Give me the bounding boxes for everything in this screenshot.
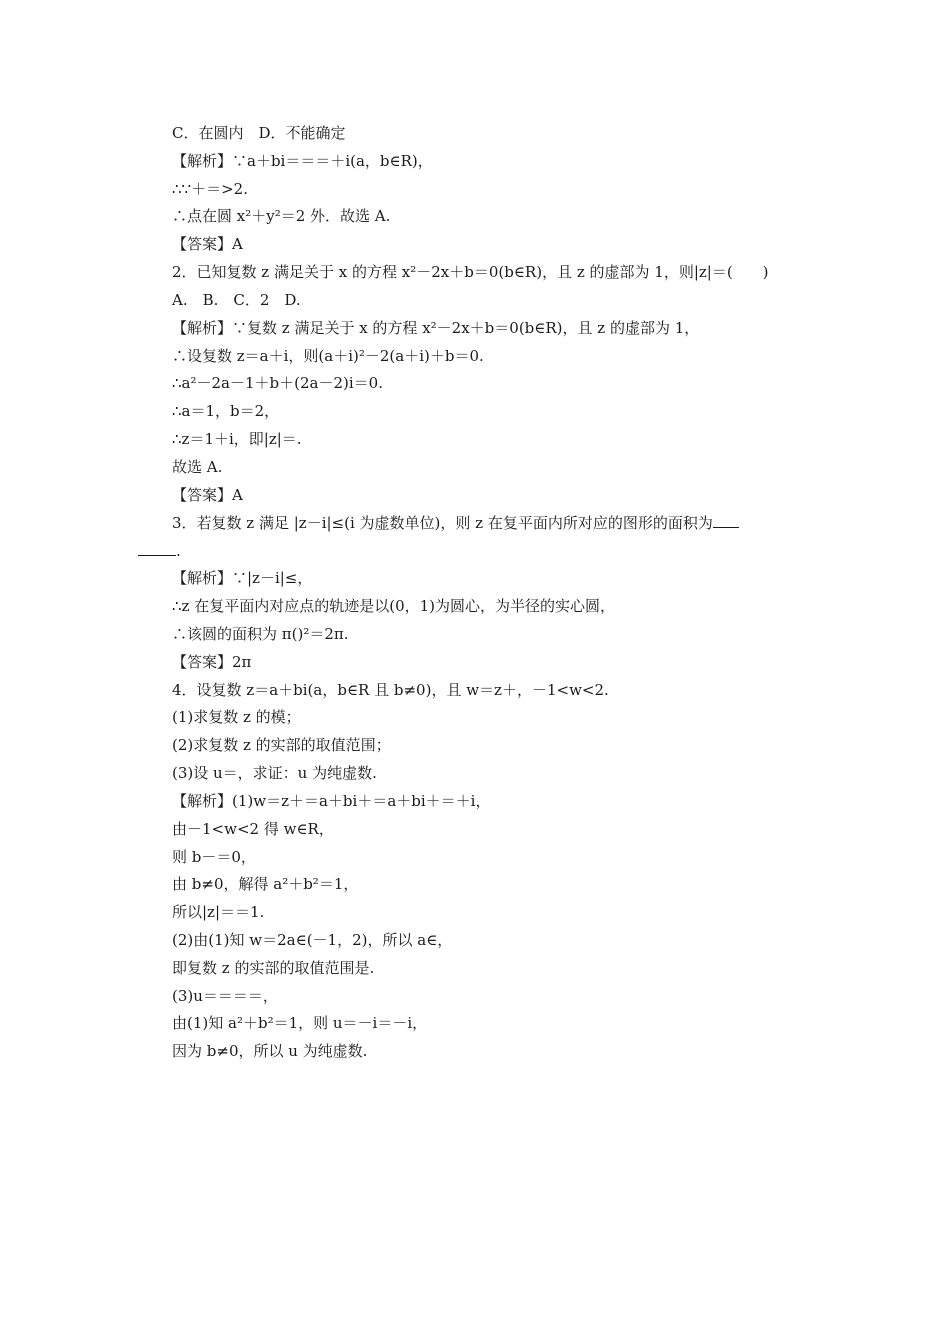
text-line: 【答案】2π [172, 653, 252, 671]
answer-blank [713, 513, 739, 528]
text-line: 故选 A. [172, 458, 223, 476]
text-line: 即复数 z 的实部的取值范围是. [172, 959, 375, 977]
text-line: 【答案】A [172, 235, 243, 253]
text-line: (1)求复数 z 的模； [172, 708, 301, 726]
text-line: 【解析】∵a＋bi＝＝＝＋i(a，b∈R)， [172, 152, 433, 170]
text-line: ∴a＝1，b＝2， [172, 402, 280, 420]
text-line: ∴点在圆 x²＋y²＝2 外．故选 A. [172, 207, 391, 225]
text-line: 则 b－＝0， [172, 848, 256, 866]
text-line: 【解析】∵|z－i|≤， [172, 569, 313, 587]
question-3-line [172, 513, 739, 533]
text-line: 由 b≠0，解得 a²＋b²＝1， [172, 875, 359, 893]
text-line: ∴设复数 z＝a＋i，则(a＋i)²－2(a＋i)＋b＝0. [172, 347, 484, 365]
text-line: 4．设复数 z＝a＋bi(a，b∈R 且 b≠0)，且 w＝z＋，－1<w<2. [172, 681, 609, 699]
text-line: ∴该圆的面积为 π()²＝2π. [172, 625, 349, 643]
text-line: 【解析】∵复数 z 满足关于 x 的方程 x²－2x＋b＝0(b∈R)，且 z 的虚部为 1， [172, 319, 700, 337]
text-line: 由－1<w<2 得 w∈R， [172, 820, 334, 838]
text-line: 由(1)知 a²＋b²＝1，则 u＝－i＝－i， [172, 1014, 428, 1032]
text-line: 【答案】A [172, 486, 243, 504]
text-line: A. B. C．2 D. [172, 291, 301, 309]
text-line: 3．若复数 z 满足 |z－i|≤(i 为虚数单位)，则 z 在复平面内所对应的图形的面积为 [172, 514, 713, 532]
answer-blank [138, 541, 176, 556]
question-3-line-continuation [138, 541, 181, 561]
text-line: (2)由(1)知 w＝2a∈(－1，2)，所以 a∈， [172, 931, 453, 949]
text-line: 【解析】(1)w＝z＋＝a＋bi＋＝a＋bi＋＝＋i， [172, 792, 491, 810]
text-line: (3)u＝＝＝＝， [172, 987, 278, 1005]
text-line: ∴z＝1＋i，即|z|＝. [172, 430, 302, 448]
text-line: ∴∵＋＝>2. [172, 180, 248, 198]
text-line: 2．已知复数 z 满足关于 x 的方程 x²－2x＋b＝0(b∈R)，且 z 的虚部为 1，则|z|＝( ) [172, 263, 769, 281]
text-line: C．在圆内 D．不能确定 [172, 124, 346, 142]
text-line: ∴z 在复平面内对应点的轨迹是以(0，1)为圆心，为半径的实心圆， [172, 597, 616, 615]
text-line: . [176, 542, 181, 560]
text-line: ∴a²－2a－1＋b＋(2a－2)i＝0. [172, 374, 383, 392]
text-line: (2)求复数 z 的实部的取值范围； [172, 736, 391, 754]
text-line: 因为 b≠0，所以 u 为纯虚数. [172, 1042, 368, 1060]
text-line: 所以|z|＝＝1. [172, 903, 265, 921]
text-line: (3)设 u＝，求证：u 为纯虚数. [172, 764, 377, 782]
